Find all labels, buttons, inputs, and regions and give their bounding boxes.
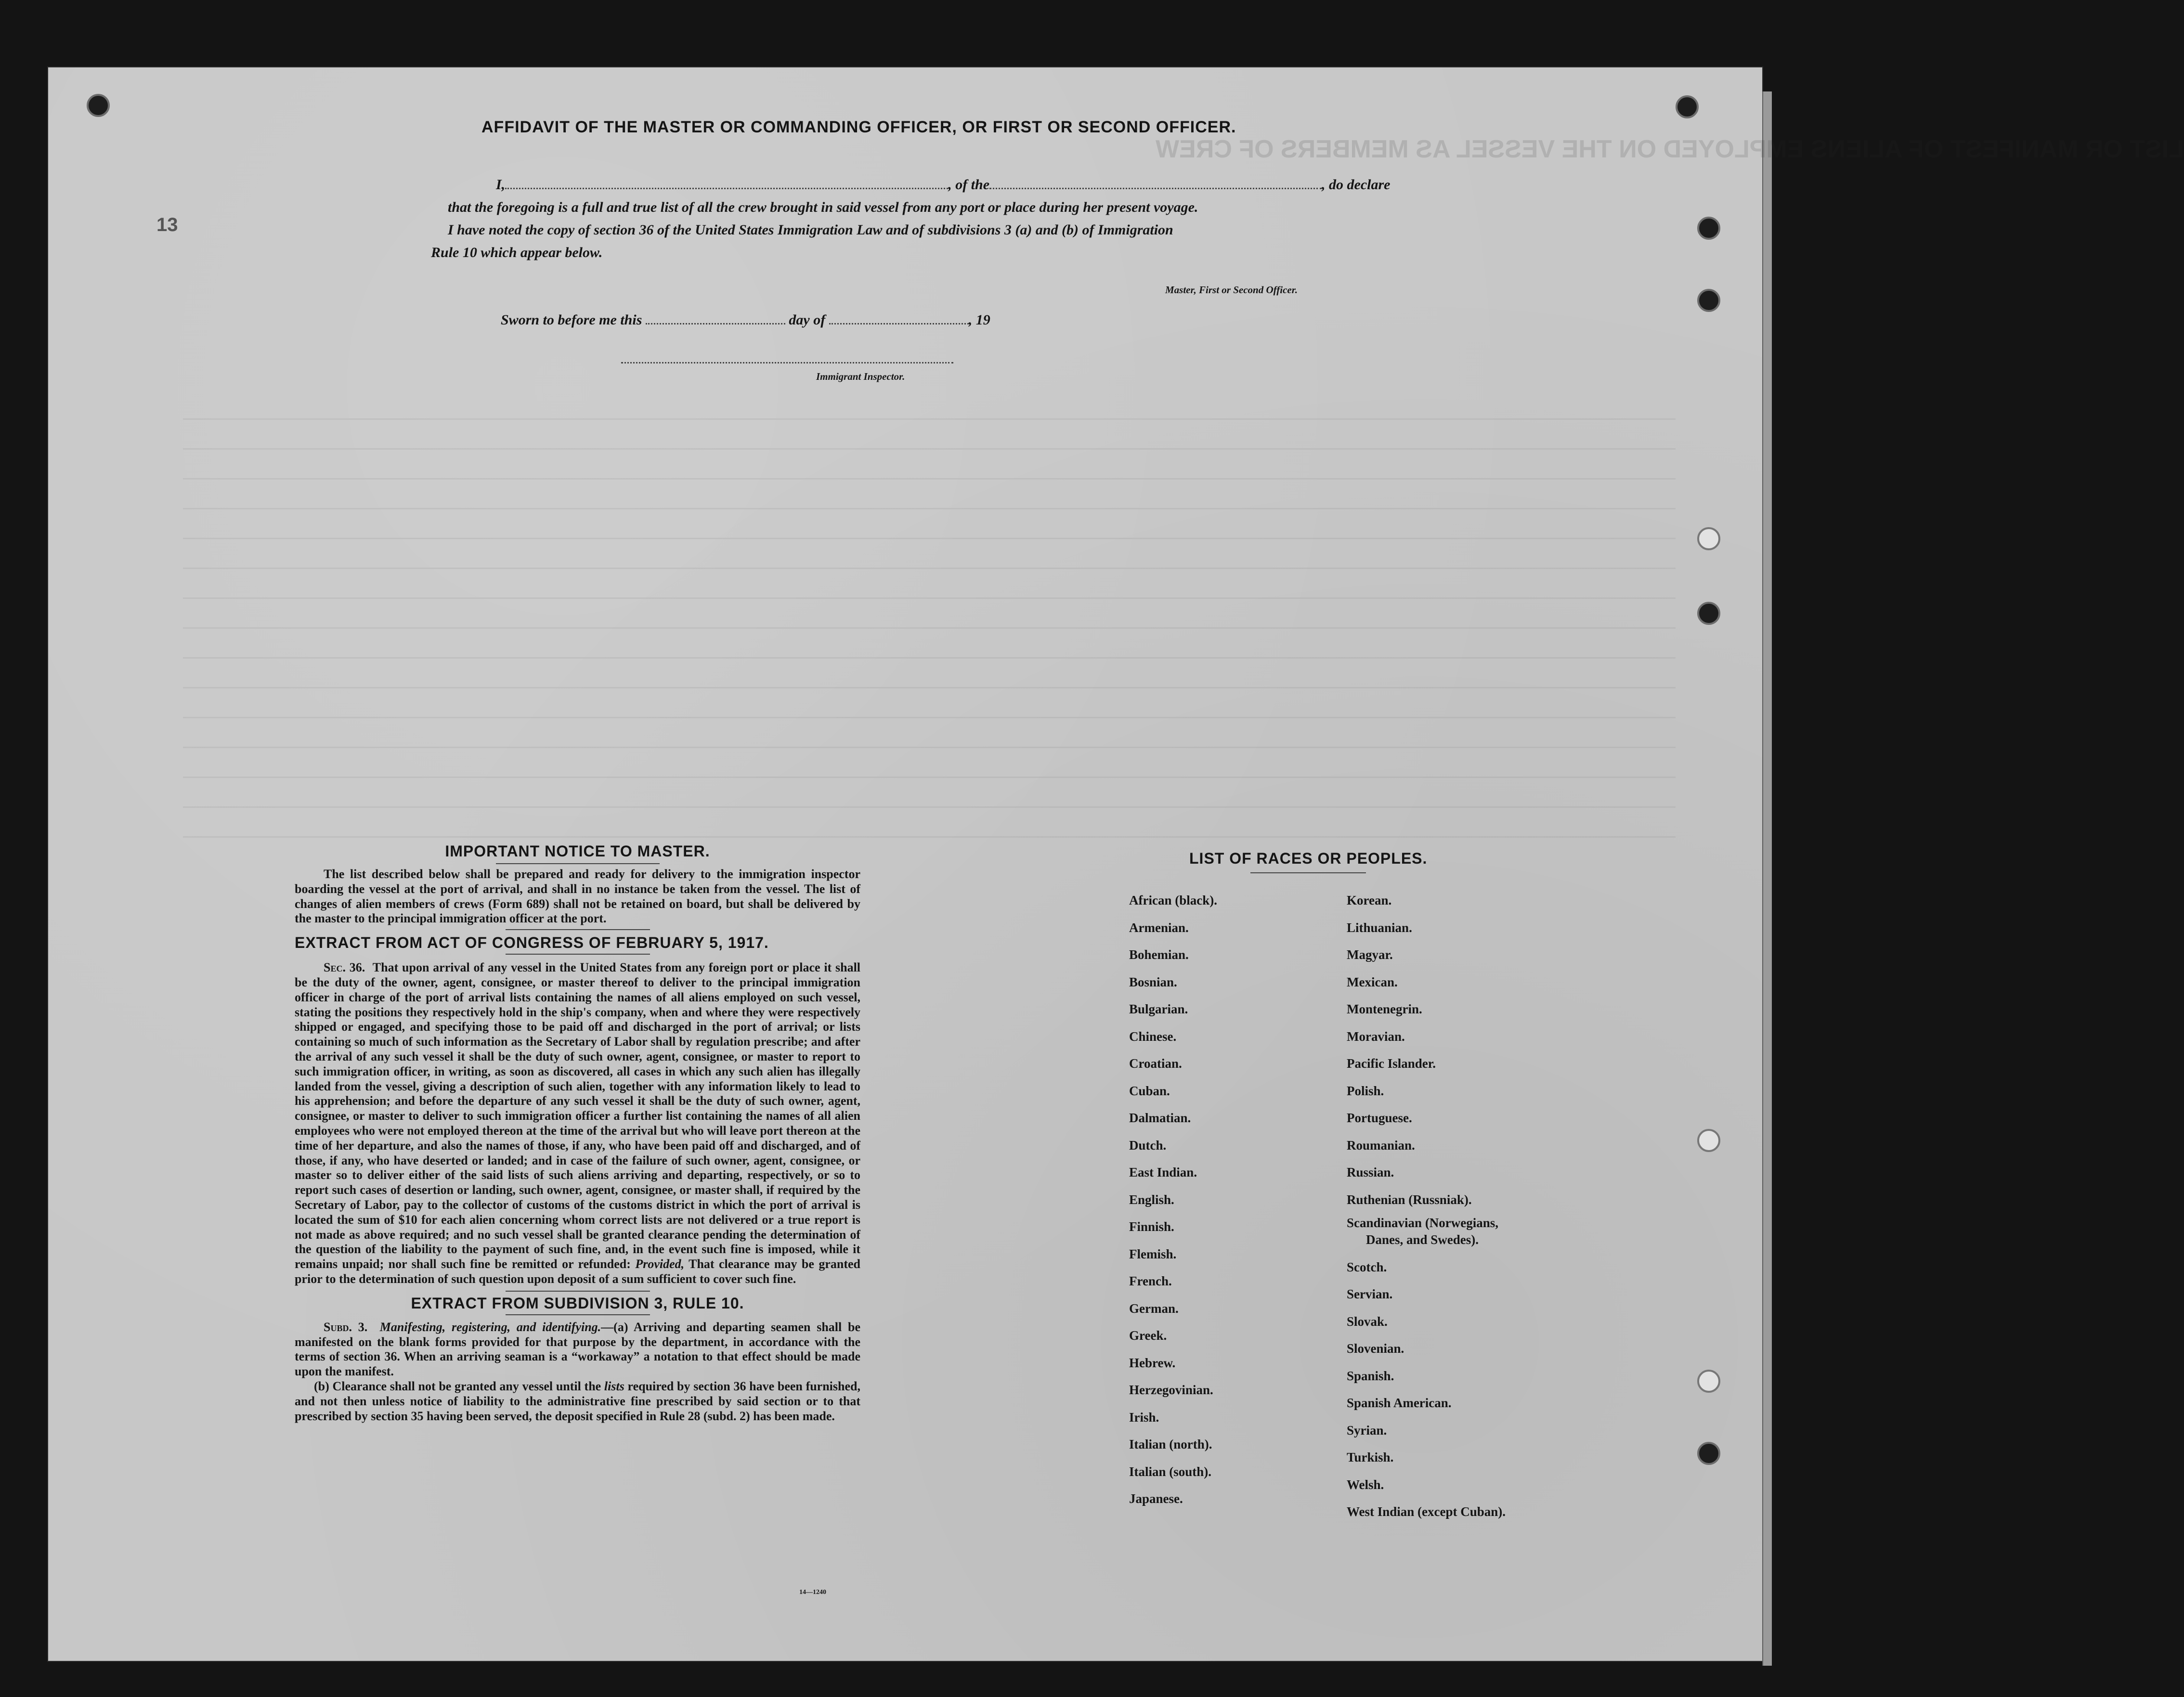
i-label: I, <box>496 177 506 193</box>
race-item: Dutch. <box>1129 1138 1167 1153</box>
extract-act-body <box>295 960 860 1287</box>
race-item: Herzegovinian. <box>1129 1383 1213 1397</box>
extract-act-title: EXTRACT FROM ACT OF CONGRESS OF FEBRUARY 5, 1917. <box>295 934 769 952</box>
vessel-blank <box>989 188 1322 189</box>
race-item: Russian. <box>1347 1165 1394 1179</box>
race-item: Pacific Islander. <box>1347 1056 1436 1071</box>
race-item: Lithuanian. <box>1347 920 1412 935</box>
race-item: German. <box>1129 1301 1179 1316</box>
race-item: Mexican. <box>1347 974 1398 989</box>
punch-hole <box>87 94 110 117</box>
race-item: Moravian. <box>1347 1029 1405 1044</box>
race-item: Greek. <box>1129 1328 1167 1343</box>
punch-hole <box>1697 1442 1720 1465</box>
extract-act-text: That upon arrival of any vessel in the United States from any foreign port or place it shall be the duty of the owner, agent, consignee, or master thereof to deliver to the principal immigration officer in charge of the port of arrival lists containing the names of all aliens employed on such vessel, stating the positions they respectively hold in the ship's company, when and where they were respectively shipped or engaged, and specifying those to be paid off and discharged in the port of arrival; or lists containing so much of such information as the Secretary of Labor shall by regulation prescribe; and after the arrival of any such vessel it shall be the duty of such owner, agent, consignee, or master to report to such immigration officer, in writing, as soon as discovered, all cases in which any such alien has illegally landed from the vessel, giving a description of such alien, together with any information likely to lead to his apprehension; and before the departure of any such vessel it shall be the duty of such owner, agent, consignee, or master to deliver to such immigration officer a further list containing the names of all alien employees who were not employed thereon at the time of the arrival but who will leave port thereon at the time of her departure, and also the names of those, if any, who have been paid off and discharged, and of those, if any, who have deserted or landed; and in case of the failure of such owner, agent, consignee, or master so to deliver either of the said lists of such aliens arriving and departing, respectively, or so to report such cases of desertion or landing, such owner, agent, consignee, or master shall, if required by the Secretary of Labor, pay to the collector of customs of the customs district in which the port of arrival is located the sum of $10 for each alien concerning whom correct lists are not delivered or a true report is not made as above required; and no such vessel shall be granted clearance pending the determination of the question of the liability to the payment of such fine, and, in the event such fine is imposed, while it remains unpaid; nor shall such fine be remitted or refunded: <box>295 960 861 1271</box>
notice-column <box>295 842 860 1424</box>
form-number: 14—1240 <box>799 1589 826 1596</box>
extract-rule-title: EXTRACT FROM SUBDIVISION 3, RULE 10. <box>411 1294 744 1312</box>
bleed-through-text: LIST OR MANIFEST OF ALIENS EMPLOYED ON THE VESSEL AS MEMBERS OF CREW <box>1156 135 2184 163</box>
race-item: Croatian. <box>1129 1056 1182 1071</box>
affidavit-title: AFFIDAVIT OF THE MASTER OR COMMANDING OFFICER, OR FIRST OR SECOND OFFICER. <box>481 118 1236 136</box>
punch-hole <box>1697 527 1720 550</box>
notice-rule <box>496 863 660 864</box>
race-item: Slovak. <box>1347 1314 1388 1329</box>
race-item: Chinese. <box>1129 1029 1177 1044</box>
races-rule <box>1250 872 1366 873</box>
race-item: French. <box>1129 1274 1172 1288</box>
race-item: East Indian. <box>1129 1165 1197 1179</box>
race-item: English. <box>1129 1192 1174 1207</box>
para-b-prefix: (b) Clearance shall not be granted any vessel until the <box>314 1379 601 1393</box>
race-item: Cuban. <box>1129 1083 1170 1098</box>
race-item: Hebrew. <box>1129 1355 1176 1370</box>
master-signature-caption: Master, First or Second Officer. <box>1165 284 1298 296</box>
race-item: Bosnian. <box>1129 974 1177 989</box>
year-label: , 19 <box>968 312 990 328</box>
punch-hole <box>1697 1370 1720 1393</box>
para-a-text: —(a) Arriving and departing seamen shall be manifested on the blank forms provided for that purpose by the department, in accordance with the terms of section 36. When an arriving seaman is a “workaway” a notation to that effect should be made upon the manifest. <box>295 1320 861 1379</box>
affidavit-line-2: I have noted the copy of section 36 of the United States Immigration Law and of subdivisions 3 (a) and (b) of Immigration <box>448 222 1173 238</box>
race-item: African (black). <box>1129 893 1217 907</box>
section-rule <box>506 1291 650 1292</box>
day-blank <box>646 323 785 324</box>
race-item: Slovenian. <box>1347 1341 1404 1356</box>
race-item: Italian (south). <box>1129 1464 1212 1479</box>
race-item: Bohemian. <box>1129 947 1189 962</box>
affidavit-body <box>431 173 1394 264</box>
race-item: Welsh. <box>1347 1477 1384 1492</box>
sworn-line <box>501 312 990 328</box>
punch-hole <box>1697 1129 1720 1152</box>
race-item: Italian (north). <box>1129 1437 1212 1451</box>
race-item: Spanish American. <box>1347 1396 1452 1410</box>
sworn-label: Sworn to before me this <box>501 312 642 328</box>
bleed-through-rows <box>183 404 1676 838</box>
race-item: Syrian. <box>1347 1423 1387 1438</box>
race-item: Portuguese. <box>1347 1111 1412 1125</box>
section-rule <box>506 929 650 930</box>
races-title: LIST OF RACES OR PEOPLES. <box>1189 850 1428 867</box>
extract-rule-para-a <box>295 1320 860 1379</box>
do-declare-label: , do declare <box>1322 177 1391 193</box>
race-item: Finnish. <box>1129 1219 1174 1234</box>
race-item: Turkish. <box>1347 1450 1394 1464</box>
extract-rule-para-b <box>295 1379 860 1424</box>
inspector-signature-line <box>621 362 953 363</box>
provided-label: Provided, <box>635 1257 685 1271</box>
race-item: Bulgarian. <box>1129 1002 1188 1016</box>
race-item: Dalmatian. <box>1129 1111 1191 1125</box>
margin-mark: 13 <box>156 214 178 235</box>
punch-hole <box>1697 289 1720 312</box>
race-item: Servian. <box>1347 1287 1393 1301</box>
page-edge <box>1762 91 1772 1666</box>
race-item: Armenian. <box>1129 920 1189 935</box>
race-item: Ruthenian (Russniak). <box>1347 1192 1472 1207</box>
section-rule <box>506 954 650 955</box>
subd-label: Subd. 3. <box>324 1320 368 1334</box>
race-item: Scandinavian (Norwegians, <box>1347 1216 1499 1230</box>
race-item: West Indian (except Cuban). <box>1347 1504 1506 1519</box>
month-blank <box>829 323 969 324</box>
race-item: Flemish. <box>1129 1246 1177 1261</box>
race-item: Korean. <box>1347 893 1392 907</box>
race-item: Spanish. <box>1347 1368 1394 1383</box>
section-label: Sec. 36. <box>324 960 365 975</box>
subd-title: Manifesting, registering, and identifying. <box>379 1320 601 1334</box>
punch-hole <box>1697 602 1720 625</box>
para-b-text: required by section 36 have been furnished, and not then unless notice of liability to the administrative fine prescribed by said section or to that prescribed by section 35 having been served, the deposit specified in Rule 28 (subd. 2) has been made. <box>295 1379 860 1423</box>
races-heading-block <box>1189 850 1427 873</box>
notice-title: IMPORTANT NOTICE TO MASTER. <box>445 842 710 860</box>
race-item: Magyar. <box>1347 947 1393 962</box>
race-item: Scotch. <box>1347 1259 1387 1274</box>
affidavit-line-1: that the foregoing is a full and true list of all the crew brought in said vessel from any port or place during her present voyage. <box>448 199 1198 215</box>
race-item: Japanese. <box>1129 1491 1183 1506</box>
name-blank <box>505 188 948 189</box>
punch-hole <box>1697 217 1720 240</box>
day-of-label: day of <box>789 312 826 328</box>
affidavit-line-3: Rule 10 which appear below. <box>431 245 603 260</box>
inspector-caption: Immigrant Inspector. <box>816 371 905 382</box>
race-item: Danes, and Swedes). <box>1366 1232 1479 1247</box>
of-the-label: , of the <box>948 177 990 193</box>
race-item: Irish. <box>1129 1410 1159 1425</box>
para-b-lists: lists <box>604 1379 624 1393</box>
section-rule <box>506 1314 650 1315</box>
race-item: Montenegrin. <box>1347 1002 1422 1016</box>
race-item: Polish. <box>1347 1083 1384 1098</box>
extract-act-text-end: That clearance may be granted prior to the determination of such question upon deposit of a sum sufficient to cover such fine. <box>295 1257 860 1286</box>
notice-body: The list described below shall be prepared and ready for delivery to the immigration inspector boarding the vessel at the port of arrival, and shall in no instance be taken from the vessel. The list of changes of alien members of crews (Form 689) shall not be retained on board, but shall be delivered by the master to the principal immigration officer at the port. <box>295 867 860 926</box>
race-item: Roumanian. <box>1347 1138 1415 1153</box>
affidavit-declaration-line <box>431 173 1394 196</box>
punch-hole <box>1676 95 1699 118</box>
